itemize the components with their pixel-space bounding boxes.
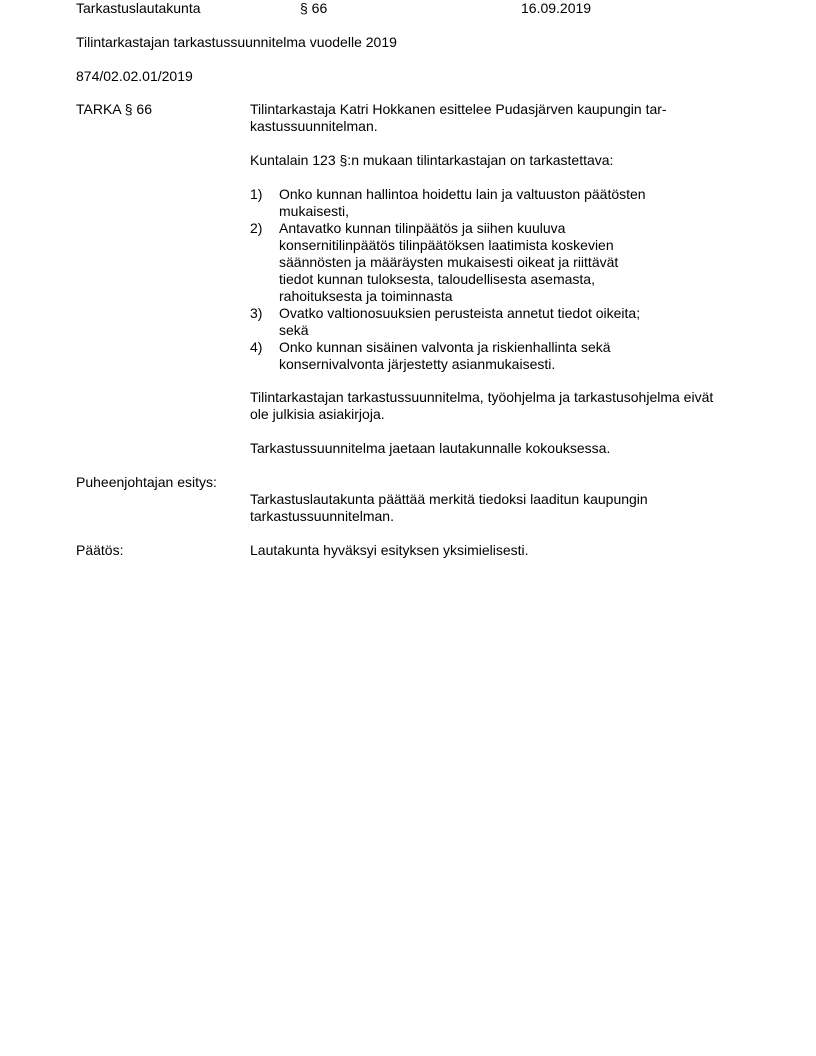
proposal-label: Puheenjohtajan esitys: (76, 474, 217, 490)
audit-items-list (250, 186, 750, 373)
header-board-name: Tarkastuslautakunta (76, 0, 201, 16)
list-item-line: Onko kunnan sisäinen valvonta ja riskienhallinta sekä (279, 339, 611, 355)
list-item (250, 220, 750, 305)
proposal-line-1: Tarkastuslautakunta päättää merkitä tiedoksi laaditun kaupungin (250, 491, 648, 507)
list-item-line: sekä (279, 322, 309, 338)
list-item (250, 186, 750, 220)
intro-line-2: kastussuunnitelman. (250, 118, 378, 134)
list-item-line: säännösten ja määräysten mukaisesti oikeat ja riittävät (279, 254, 619, 270)
list-item-line: konsernitilinpäätös tilinpäätöksen laatimista koskevien (279, 237, 614, 253)
proposal-line-2: tarkastussuunnitelman. (250, 508, 394, 524)
list-item-number: 3) (250, 305, 263, 321)
decision-text: Lautakunta hyväksyi esityksen yksimielisesti. (250, 542, 529, 558)
preparation-label: TARKA § 66 (76, 101, 153, 117)
list-item-line: Ovatko valtionosuuksien perusteista annetut tiedot oikeita; (279, 305, 641, 321)
list-item-line: Onko kunnan hallintoa hoidettu lain ja valtuuston päätösten (279, 186, 646, 202)
intro-line-1: Tilintarkastaja Katri Hokkanen esittelee Pudasjärven kaupungin tar- (250, 101, 667, 117)
confidentiality-line-2: ole julkisia asiakirjoja. (250, 406, 385, 422)
list-item-line: Antavatko kunnan tilinpäätös ja siihen kuuluva (279, 220, 566, 236)
list-item-line: tiedot kunnan tuloksesta, taloudellisesta asemasta, (279, 271, 595, 287)
law-reference-text: Kuntalain 123 §:n mukaan tilintarkastajan on tarkastettava: (250, 152, 614, 168)
distribution-note: Tarkastussuunnitelma jaetaan lautakunnalle kokouksessa. (250, 440, 611, 456)
header-section-number: § 66 (300, 0, 328, 16)
list-item-number: 1) (250, 186, 263, 202)
document-title: Tilintarkastajan tarkastussuunnitelma vuodelle 2019 (76, 34, 397, 50)
record-number: 874/02.02.01/2019 (76, 68, 193, 84)
header-date: 16.09.2019 (521, 0, 592, 16)
list-item (250, 339, 750, 373)
list-item-line: rahoituksesta ja toiminnasta (279, 288, 453, 304)
list-item-line: mukaisesti, (279, 203, 350, 219)
list-item (250, 305, 750, 339)
confidentiality-line-1: Tilintarkastajan tarkastussuunnitelma, työohjelma ja tarkastusohjelma eivät (250, 389, 714, 405)
decision-label: Päätös: (76, 542, 124, 558)
list-item-line: konsernivalvonta järjestetty asianmukaisesti. (279, 356, 556, 372)
list-item-number: 4) (250, 339, 263, 355)
list-item-number: 2) (250, 220, 263, 236)
